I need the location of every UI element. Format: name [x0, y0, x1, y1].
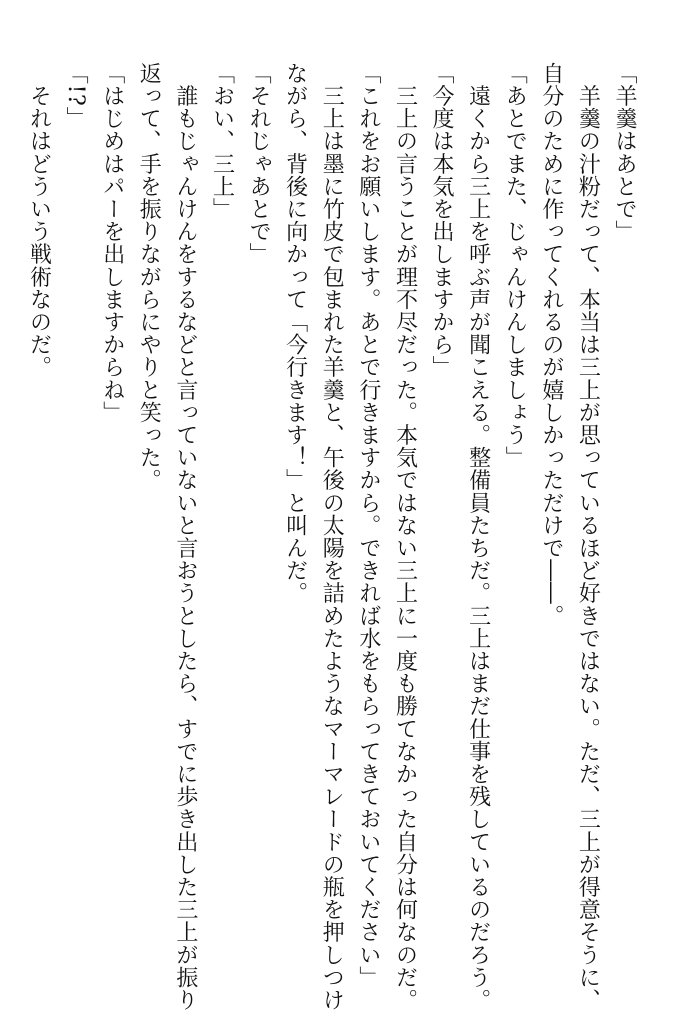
- vertical-text-body: [26, 62, 642, 1012]
- text-line: それはどういう戦術なのだ。: [26, 62, 52, 379]
- text-line: 「!?」: [63, 62, 89, 130]
- text-line: ながら、背後に向かって「今行きます！」と叫んだ。: [282, 62, 308, 605]
- text-line: 三上の言うことが理不尽だった。本気ではない三上に一度も勝てなかった自分は何なのだ。: [392, 62, 418, 1012]
- text-line: 「今度は本気を出しますから」: [429, 62, 455, 379]
- text-line: 誰もじゃんけんをするなどと言っていないと言おうとしたら、すでに歩き出した三上が振り: [172, 62, 198, 1012]
- text-line: 自分のために作ってくれるのが嬉しかっただけで――。: [538, 62, 564, 627]
- text-line: 「それじゃあとで」: [246, 62, 272, 266]
- text-line: 「おい、三上」: [209, 62, 235, 221]
- text-line: 羊羹の汁粉だって、本当は三上が思っているほど好きではない。ただ、三上が得意そうに、: [575, 62, 601, 1012]
- text-line: 「あとでまた、じゃんけんしましょう」: [502, 62, 528, 469]
- text-line: 遠くから三上を呼ぶ声が聞こえる。整備員たちだ。三上はまだ仕事を残しているのだろう。: [465, 62, 491, 1012]
- text-line: 「はじめはパーを出しますからね」: [99, 62, 125, 424]
- text-line: 返って、手を振りながらにやりと笑った。: [136, 62, 162, 492]
- text-line: 三上は墨に竹皮で包まれた羊羹と、午後の太陽を詰めたようなマーマレードの瓶を押しつけ: [319, 62, 345, 1012]
- text-line: 「これをお願いします。あとで行きますから。できれば水をもらってきておいてください」: [355, 62, 381, 989]
- text-line: 「羊羹はあとで」: [612, 62, 637, 243]
